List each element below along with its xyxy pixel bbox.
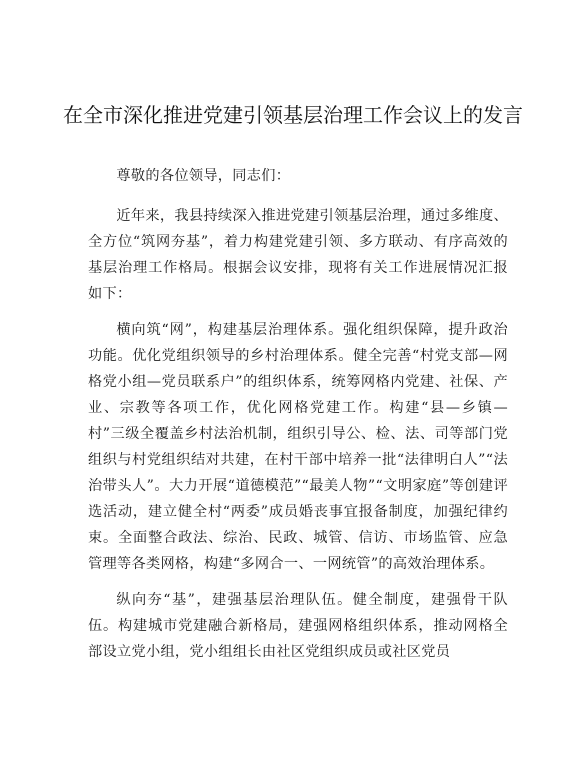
vertical-foundation-paragraph: 纵向夯“基”，建强基层治理队伍。健全制度，建强骨干队伍。构建城市党建融合新格局，建强网格组织体系，推动网格全部设立党小组，党小组组长由社区党组织成员或社区党员 bbox=[88, 592, 508, 660]
intro-paragraph: 近年来，我县持续深入推进党建引领基层治理，通过多维度、全方位“筑网夯基”，着力构建党建引领、多方联动、有序高效的基层治理工作格局。根据会议安排，现将有关工作进展情况汇报如下： bbox=[88, 208, 508, 302]
document-title: 在全市深化推进党建引领基层治理工作会议上的发言 bbox=[63, 103, 523, 127]
document-body bbox=[88, 163, 508, 675]
horizontal-network-paragraph: 横向筑“网”，构建基层治理体系。强化组织保障，提升政治功能。优化党组织领导的乡村治理体系。健全完善“村党支部—网格党小组—党员联系户”的组织体系，统筹网格内党建、社保、产业、宗教等各项工作，优化网格党建工作。构建“县—乡镇—村”三级全覆盖乡村法治机制，组织引导公、检、法、司等部门党组织与村党组织结对共建，在村干部中培养一批“法律明白人”“法治带头人”。大力开展“道德模范”“最美人物”“文明家庭”等创建评选活动，建立健全村“两委”成员婚丧事宜报备制度，加强纪律约束。全面整合政法、综治、民政、城管、信访、市场监管、应急管理等各类网格，构建“多网合一、一网统管”的高效治理体系。 bbox=[88, 322, 508, 572]
salutation-paragraph: 尊敬的各位领导，同志们： bbox=[116, 168, 291, 184]
